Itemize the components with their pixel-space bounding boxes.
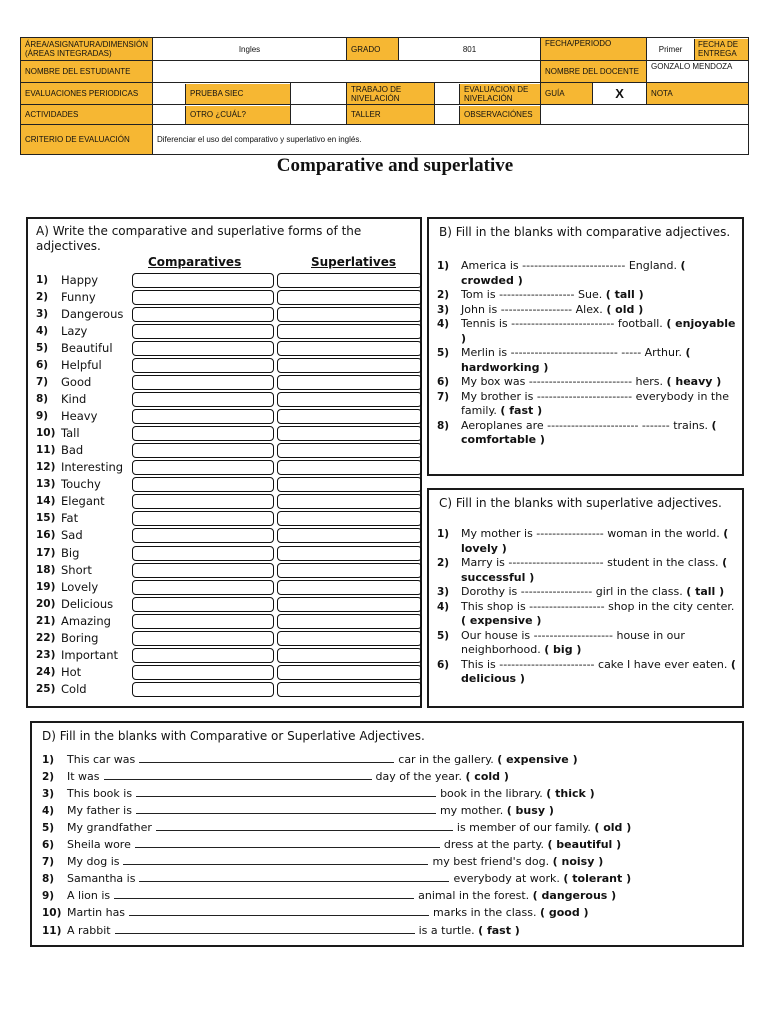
answer-blank-line[interactable] [136, 804, 436, 814]
eval-nivelacion-label: EVALUACION DE NIVELACIÓN [460, 84, 540, 104]
adjective-row [36, 409, 422, 426]
exercise-item[interactable] [437, 390, 739, 419]
section-c-items [437, 527, 739, 687]
adjective-number: 20) [36, 597, 56, 610]
adjective-word: Helpful [61, 358, 102, 373]
criterio-label: CRITERIO DE EVALUACIÓN [21, 125, 153, 155]
item-hint: ( tall ) [686, 585, 725, 598]
item-number: 4) [42, 805, 55, 818]
section-b [427, 217, 744, 476]
periodo-value: Primer [647, 39, 695, 60]
docente-label: NOMBRE DEL DOCENTE [541, 61, 647, 83]
adjective-number: 3) [36, 308, 49, 321]
adjective-number: 15) [36, 512, 56, 525]
item-number: 5) [42, 822, 55, 835]
adjective-number: 9) [36, 410, 49, 423]
item-hint: ( expensive ) [461, 614, 542, 627]
fill-blank-row [42, 804, 554, 817]
item-hint: ( heavy ) [666, 375, 722, 388]
item-hint: ( tall ) [605, 288, 644, 301]
item-after-text: everybody at work. [453, 872, 560, 886]
fill-blank-row [42, 924, 520, 937]
answer-blank-line[interactable] [123, 855, 428, 865]
criterio-value: Diferenciar el uso del comparativo y superlativo en inglés. [153, 125, 749, 155]
item-text: Merlin is --------------------------- ----- Arthur. [461, 346, 682, 359]
adjective-word: Short [61, 562, 92, 577]
comparative-answer-box[interactable] [132, 460, 274, 475]
comparative-answer-box[interactable] [132, 563, 274, 578]
adjective-word: Dangerous [61, 307, 124, 322]
item-before-text: It was [67, 770, 100, 784]
comparative-answer-box[interactable] [132, 477, 274, 492]
adjective-row [36, 614, 422, 631]
item-hint: ( hardworking ) [461, 346, 691, 374]
exercise-item[interactable] [437, 288, 739, 303]
superlative-answer-box[interactable] [277, 614, 422, 629]
item-hint: ( old ) [594, 821, 632, 835]
comparative-answer-box[interactable] [132, 409, 274, 424]
comparative-answer-box[interactable] [132, 443, 274, 458]
item-before-text: Martin has [67, 906, 126, 920]
exercise-item[interactable] [437, 658, 739, 687]
actividades-label: ACTIVIDADES [21, 105, 153, 125]
item-after-text: day of the year. [375, 770, 462, 784]
superlatives-header: Superlatives [311, 255, 396, 269]
adjective-word: Tall [61, 426, 80, 441]
item-text: My brother is ------------------------ everybody in the family. [461, 389, 729, 417]
item-number: 11) [42, 924, 62, 937]
adjective-word: Cold [61, 681, 87, 696]
eval-periodicas-label: EVALUACIONES PERIODICAS [21, 83, 153, 105]
adjective-number: 24) [36, 665, 56, 678]
item-hint: ( lovely ) [461, 527, 729, 555]
superlative-answer-box[interactable] [277, 494, 422, 509]
adjective-row [36, 682, 422, 699]
item-number: 2) [437, 289, 450, 301]
estudiante-label: NOMBRE DEL ESTUDIANTE [21, 61, 153, 83]
adjective-word: Boring [61, 630, 99, 645]
adjective-number: 6) [36, 359, 49, 372]
adjective-word: Good [61, 375, 92, 390]
superlative-answer-box[interactable] [277, 477, 422, 492]
adjective-word: Lazy [61, 324, 88, 339]
adjective-number: 10) [36, 427, 56, 440]
adjective-number: 23) [36, 648, 56, 661]
header-form-table [20, 37, 749, 155]
superlative-answer-box[interactable] [277, 631, 422, 646]
section-a [26, 217, 422, 708]
item-number: 2) [42, 771, 55, 784]
exercise-item[interactable] [437, 527, 739, 556]
adjective-number: 18) [36, 563, 56, 576]
adjective-row [36, 511, 422, 528]
superlative-answer-box[interactable] [277, 290, 422, 305]
page-title: Comparative and superlative [276, 155, 514, 176]
item-hint: ( crowded ) [461, 259, 686, 287]
exercise-item[interactable] [437, 585, 739, 600]
item-text: This shop is ------------------- shop in the city center. [461, 599, 735, 613]
section-a-heading: A) Write the comparative and superlative forms of the adjectives. [36, 224, 362, 253]
item-hint: ( fast ) [478, 923, 520, 937]
item-number: 1) [437, 528, 450, 540]
item-number: 5) [437, 347, 450, 359]
exercise-item[interactable] [437, 303, 739, 318]
comparative-answer-box[interactable] [132, 307, 274, 322]
item-number: 6) [437, 658, 450, 671]
comparative-answer-box[interactable] [132, 648, 274, 663]
item-text: Marry is ------------------------ student in the class. [461, 556, 719, 569]
adjective-word: Fat [61, 511, 79, 526]
item-number: 6) [42, 839, 55, 852]
comparative-answer-box[interactable] [132, 341, 274, 356]
section-b-heading: B) Fill in the blanks with comparative adjectives. [439, 225, 731, 239]
item-number: 3) [42, 788, 55, 801]
item-before-text: My dog is [67, 855, 120, 869]
comparative-answer-box[interactable] [132, 580, 274, 595]
answer-blank-line[interactable] [114, 889, 414, 899]
exercise-item[interactable] [437, 629, 739, 658]
item-hint: ( successful ) [461, 556, 728, 584]
item-after-text: is a turtle. [418, 923, 475, 937]
adjective-number: 2) [36, 291, 49, 304]
superlative-answer-box[interactable] [277, 392, 422, 407]
item-number: 5) [437, 629, 450, 642]
item-number: 3) [437, 303, 450, 316]
trabajo-nivelacion-field[interactable] [435, 83, 541, 105]
superlative-answer-box[interactable] [277, 648, 422, 663]
adjective-word: Important [61, 647, 119, 662]
adjective-row [36, 460, 422, 477]
estudiante-field[interactable] [153, 61, 541, 83]
adjective-word: Kind [61, 392, 87, 407]
item-number: 10) [42, 907, 62, 920]
adjective-number: 22) [36, 631, 56, 644]
fill-blank-row [42, 838, 621, 851]
adjective-number: 13) [36, 478, 56, 491]
item-number: 4) [437, 600, 450, 613]
adjective-number: 19) [36, 580, 56, 593]
item-number: 2) [437, 557, 450, 569]
superlative-answer-box[interactable] [277, 511, 422, 526]
item-hint: ( expensive ) [497, 753, 578, 766]
item-number: 8) [42, 873, 55, 886]
adjective-row [36, 341, 422, 358]
adjective-number: 16) [36, 529, 56, 542]
fill-blank-row [42, 889, 616, 902]
answer-blank-line[interactable] [136, 787, 436, 797]
superlative-answer-box[interactable] [277, 597, 422, 612]
item-hint: ( busy ) [506, 804, 554, 818]
exercise-item[interactable] [437, 375, 739, 390]
comparative-answer-box[interactable] [132, 494, 274, 509]
adjective-number: 14) [36, 495, 56, 508]
item-text: Dorothy is ------------------ girl in the class. [461, 585, 683, 598]
fecha-entrega-label: FECHA DE ENTREGA [695, 39, 748, 60]
item-before-text: Samantha is [67, 872, 136, 886]
item-before-text: This book is [67, 787, 133, 801]
adjective-number: 8) [36, 393, 49, 406]
comparative-answer-box[interactable] [132, 358, 274, 373]
answer-blank-line[interactable] [115, 924, 415, 934]
item-hint: ( good ) [540, 906, 589, 920]
comparative-answer-box[interactable] [132, 511, 274, 526]
prueba-siec-field[interactable] [291, 83, 347, 105]
item-hint: ( cold ) [465, 770, 509, 784]
eval-periodicas-field[interactable] [153, 83, 291, 105]
section-c [427, 488, 744, 708]
comparative-answer-box[interactable] [132, 392, 274, 407]
item-text: Aeroplanes are ----------------------- ------- trains. [461, 418, 709, 432]
adjective-row [36, 443, 422, 460]
adjective-word: Funny [61, 290, 96, 305]
item-number: 7) [42, 856, 55, 869]
adjective-number: 1) [36, 274, 49, 286]
observaciones-label: OBSERVACIÓNES [460, 106, 540, 124]
superlative-answer-box[interactable] [277, 563, 422, 578]
fill-blank-row [42, 855, 603, 868]
item-after-text: animal in the forest. [418, 889, 530, 903]
adjective-row [36, 563, 422, 580]
item-before-text: Sheila wore [67, 838, 131, 852]
answer-blank-line[interactable] [104, 770, 372, 780]
superlative-answer-box[interactable] [277, 324, 422, 339]
item-after-text: book in the library. [440, 787, 543, 801]
item-after-text: my best friend's dog. [432, 855, 550, 869]
exercise-item[interactable] [437, 346, 739, 375]
item-before-text: My grandfather [67, 821, 152, 835]
adjective-row [36, 375, 422, 392]
adjective-row [36, 648, 422, 665]
observaciones-field[interactable] [541, 105, 749, 125]
adjective-row [36, 324, 422, 341]
guia-mark: X [593, 83, 647, 105]
adjective-word: Sad [61, 528, 83, 543]
item-hint: ( enjoyable ) [461, 317, 736, 345]
item-number: 1) [42, 754, 55, 766]
item-text: My box was -------------------------- hers. [461, 375, 664, 388]
prueba-siec-label: PRUEBA SIEC [186, 84, 290, 104]
periodo-and-entrega-cell [647, 38, 749, 61]
adjective-row [36, 273, 422, 290]
item-number: 7) [437, 390, 450, 403]
adjective-word: Big [61, 545, 80, 560]
adjective-row [36, 597, 422, 614]
adjective-row [36, 290, 422, 307]
superlative-answer-box[interactable] [277, 375, 422, 390]
otro-label: OTRO ¿CUÁL? [186, 106, 290, 124]
item-hint: ( delicious ) [461, 657, 736, 685]
comparative-answer-box[interactable] [132, 273, 274, 288]
exercise-item[interactable] [437, 600, 739, 629]
exercise-item[interactable] [437, 419, 739, 448]
superlative-answer-box[interactable] [277, 580, 422, 595]
section-d-heading: D) Fill in the blanks with Comparative or Superlative Adjectives. [42, 729, 425, 743]
adjective-word: Beautiful [61, 341, 113, 356]
item-text: Tennis is -------------------------- football. [461, 317, 663, 330]
answer-blank-line[interactable] [135, 838, 440, 848]
comparative-answer-box[interactable] [132, 597, 274, 612]
adjective-row [36, 580, 422, 597]
answer-blank-line[interactable] [156, 821, 453, 831]
section-d [30, 721, 744, 947]
trabajo-nivelacion-label: TRABAJO DE NIVELACIÓN [347, 83, 435, 105]
exercise-item[interactable] [437, 556, 739, 585]
comparative-answer-box[interactable] [132, 324, 274, 339]
adjective-number: 4) [36, 325, 49, 338]
adjective-number: 17) [36, 546, 56, 559]
otro-field[interactable] [291, 105, 347, 125]
area-value: Ingles [153, 38, 347, 61]
adjective-word: Amazing [61, 613, 111, 628]
superlative-answer-box[interactable] [277, 307, 422, 322]
adjective-row [36, 631, 422, 648]
superlative-answer-box[interactable] [277, 443, 422, 458]
fill-blank-row [42, 787, 595, 800]
item-text: America is -------------------------- England. [461, 259, 678, 272]
comparative-answer-box[interactable] [132, 528, 274, 543]
item-hint: ( dangerous ) [532, 889, 617, 903]
adjective-number: 25) [36, 682, 56, 695]
adjective-number: 5) [36, 342, 49, 355]
docente-value: GONZALO MENDOZA [647, 61, 749, 83]
guia-label: GUÍA [541, 83, 593, 105]
comparative-answer-box[interactable] [132, 375, 274, 390]
adjective-word: Happy [61, 273, 99, 287]
item-hint: ( thick ) [546, 787, 595, 801]
comparative-answer-box[interactable] [132, 546, 274, 561]
item-number: 9) [42, 890, 55, 903]
item-number: 6) [437, 376, 450, 388]
answer-blank-line[interactable] [139, 753, 394, 763]
item-hint: ( comfortable ) [461, 418, 717, 446]
fecha-periodo-label: FECHA/PERIODO [541, 38, 647, 61]
item-after-text: car in the gallery. [398, 753, 494, 766]
fill-blank-row [42, 821, 631, 834]
superlative-answer-box[interactable] [277, 341, 422, 356]
area-label: ÁREA/ASIGNATURA/DIMENSIÓN (ÁREAS INTEGRADAS) [21, 38, 153, 61]
adjective-word: Lovely [61, 579, 99, 594]
adjective-row [36, 665, 422, 682]
fill-blank-row [42, 753, 578, 766]
comparative-answer-box[interactable] [132, 290, 274, 305]
item-hint: ( tolerant ) [563, 872, 632, 886]
item-hint: ( big ) [544, 643, 582, 656]
item-text: This is ------------------------ cake I have ever eaten. [461, 657, 728, 671]
adjective-list [36, 273, 422, 699]
comparatives-header: Comparatives [148, 255, 242, 269]
answer-blank-line[interactable] [129, 906, 429, 916]
item-before-text: My father is [67, 804, 132, 818]
adjective-number: 21) [36, 614, 56, 627]
item-after-text: dress at the party. [443, 838, 544, 852]
adjective-row [36, 528, 422, 545]
superlative-answer-box[interactable] [277, 665, 422, 680]
superlative-answer-box[interactable] [277, 682, 422, 697]
comparative-answer-box[interactable] [132, 665, 274, 680]
adjective-number: 7) [36, 376, 49, 389]
comparative-answer-box[interactable] [132, 682, 274, 697]
adjective-row [36, 358, 422, 375]
item-before-text: This car was [67, 753, 136, 766]
comparative-answer-box[interactable] [132, 631, 274, 646]
superlative-answer-box[interactable] [277, 426, 422, 441]
item-hint: ( beautiful ) [547, 838, 622, 852]
adjective-row [36, 494, 422, 511]
adjective-row [36, 546, 422, 563]
item-number: 1) [437, 260, 450, 272]
adjective-word: Touchy [61, 477, 101, 492]
adjective-number: 11) [36, 444, 56, 457]
superlative-answer-box[interactable] [277, 460, 422, 475]
adjective-word: Delicious [61, 596, 114, 611]
superlative-answer-box[interactable] [277, 409, 422, 424]
answer-blank-line[interactable] [139, 872, 449, 882]
grado-value: 801 [399, 38, 541, 61]
superlative-answer-box[interactable] [277, 546, 422, 561]
fill-blank-row [42, 872, 631, 885]
exercise-item[interactable] [437, 259, 739, 288]
adjective-word: Elegant [61, 494, 105, 509]
item-text: Tom is ------------------- Sue. [461, 288, 603, 301]
item-hint: ( fast ) [500, 404, 543, 417]
adjective-word: Bad [61, 443, 84, 458]
adjective-number: 12) [36, 461, 56, 474]
item-hint: ( old ) [606, 302, 644, 316]
item-after-text: marks in the class. [433, 906, 537, 920]
superlative-answer-box[interactable] [277, 358, 422, 373]
exercise-item[interactable] [437, 317, 739, 346]
adjective-row [36, 477, 422, 494]
adjective-word: Interesting [61, 460, 124, 475]
observaciones-cell [435, 105, 541, 125]
adjective-row [36, 392, 422, 409]
grado-label: GRADO [347, 38, 399, 61]
item-after-text: is member of our family. [456, 821, 591, 835]
item-text: Our house is -------------------- house in our neighborhood. [461, 628, 685, 656]
item-before-text: A rabbit [67, 923, 111, 937]
fill-blank-row [42, 906, 589, 919]
adjective-row [36, 426, 422, 443]
item-hint: ( noisy ) [552, 855, 604, 869]
section-c-heading: C) Fill in the blanks with superlative adjectives. [439, 496, 722, 510]
item-text: My mother is ----------------- woman in the world. [461, 527, 720, 540]
item-number: 4) [437, 318, 450, 330]
fill-blank-row [42, 770, 509, 783]
otro-cell [153, 105, 291, 125]
superlative-answer-box[interactable] [277, 273, 422, 288]
superlative-answer-box[interactable] [277, 528, 422, 543]
item-number: 3) [437, 586, 450, 598]
comparative-answer-box[interactable] [132, 426, 274, 441]
item-after-text: my mother. [439, 804, 504, 818]
adjective-word: Hot [61, 664, 82, 679]
section-b-items [437, 259, 739, 448]
item-before-text: A lion is [67, 889, 111, 903]
nota-label: NOTA [647, 83, 749, 105]
item-number: 8) [437, 419, 450, 432]
item-text: John is ------------------ Alex. [461, 302, 603, 316]
taller-label: TALLER [347, 105, 435, 125]
adjective-word: Heavy [61, 409, 98, 424]
adjective-row [36, 307, 422, 324]
comparative-answer-box[interactable] [132, 614, 274, 629]
